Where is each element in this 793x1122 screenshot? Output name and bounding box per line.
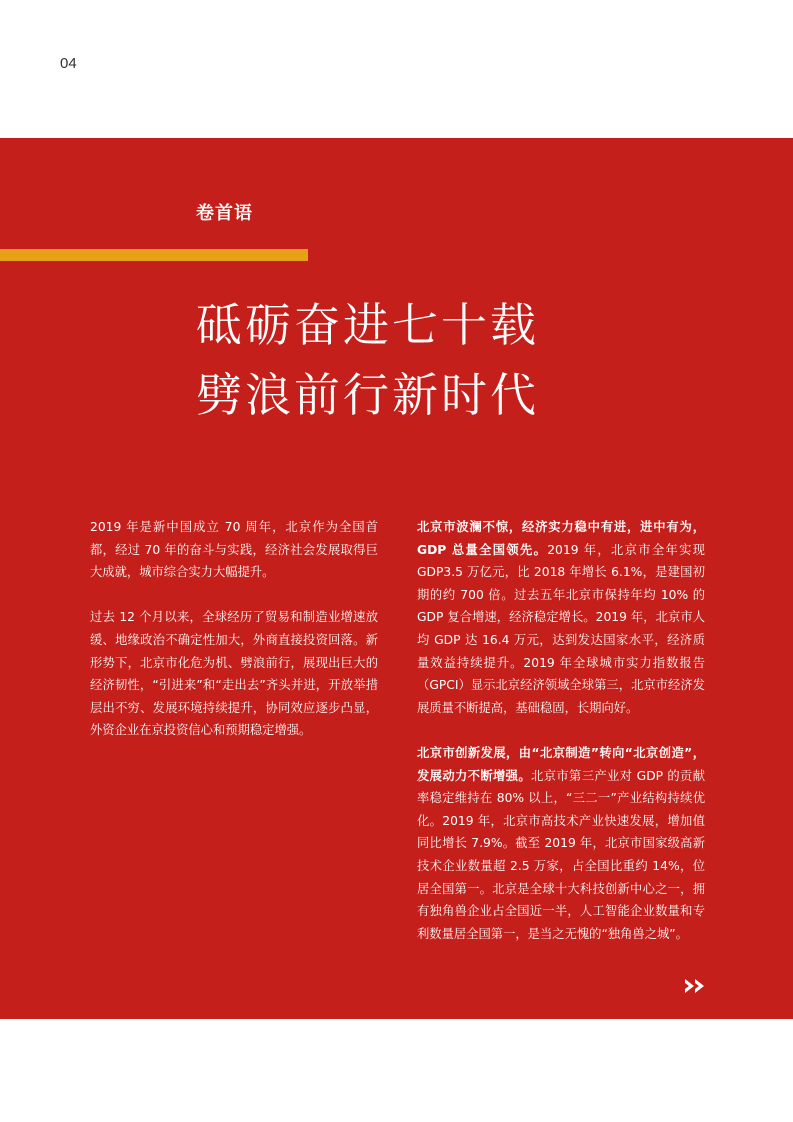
right-paragraph-2-body: 北京市第三产业对 GDP 的贡献率稳定维持在 80% 以上，“三二一”产业结构持续优化。2019 年，北京市高技术产业快速发展，增加值同比增长 7.9%。截至 2019 年，北京市国家级高新技术企业数量超 2.5 万家，占全国比重约 14%，位居全国第一。北京是全球十大科技创新中心之一，拥有独角兽企业占全国近一半，人工智能企业数量和专利数量居全国第一，是当之无愧的“独角兽之城”。 (417, 768, 705, 941)
right-paragraph-2-lead: 北京市创新发展，由“北京制造”转向“北京创造”，发展动力不断增强。 (417, 745, 705, 783)
right-paragraph-1-lead: 北京市波澜不惊，经济实力稳中有进，进中有为，GDP 总量全国领先。 (417, 520, 705, 557)
headline-line-1: 砥砺奋进七十载 (196, 298, 539, 352)
left-paragraph-1: 2019 年是新中国成立 70 周年，北京作为全国首都，经过 70 年的奋斗与实践，经济社会发展取得巨大成就，城市综合实力大幅提升。 (90, 520, 378, 580)
page-headline (196, 290, 539, 430)
page-number: 04 (60, 55, 77, 72)
right-paragraph-1-body: 2019 年，北京市全年实现 GDP3.5 万亿元，比 2018 年增长 6.1%，是建国初期的约 700 倍。过去五年北京市保持年均 10% 的 GDP 复合增速，经济稳定增长。2019 年，北京市人均 GDP 达 16.4 万元，达到发达国家水平，经济质量效益持续提升。2019 年全球城市实力指数报告（GPCI）显示北京经济领域全球第三，北京市经济发展质量不断提高，基础稳固，长期向好。 (417, 542, 705, 715)
headline-line-2: 劈浪前行新时代 (196, 368, 539, 422)
section-label: 卷首语 (196, 203, 253, 224)
left-paragraph-2: 过去 12 个月以来，全球经历了贸易和制造业增速放缓、地缘政治不确定性加大，外商直接投资回落。新形势下，北京市化危为机、劈浪前行，展现出巨大的经济韧性，“引进来”和“走出去”齐头并进，开放举措层出不穷、发展环境持续提升，协同效应逐步凸显，外资企业在京投资信心和预期稳定增强。 (90, 610, 378, 738)
right-paragraph-1 (417, 516, 705, 719)
right-text-column (417, 516, 705, 968)
left-text-column (90, 516, 378, 765)
double-chevron-right-icon[interactable] (684, 978, 706, 994)
right-paragraph-2 (417, 742, 705, 945)
accent-bar (0, 249, 308, 261)
